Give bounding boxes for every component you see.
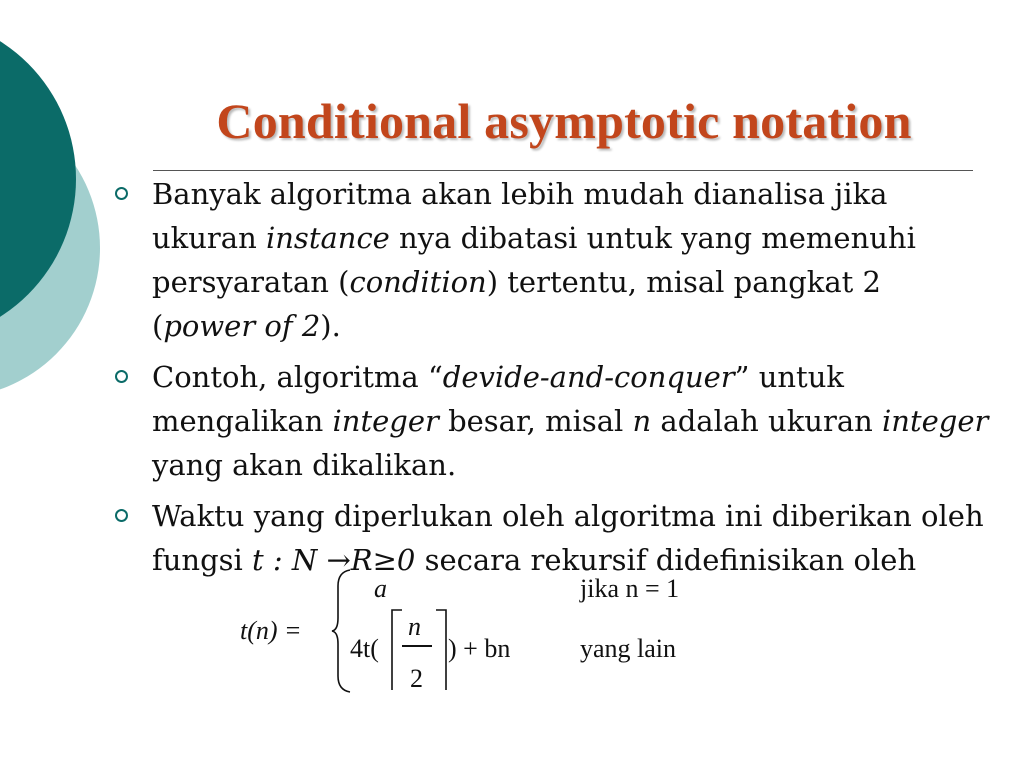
- formula-lhs: t(n) =: [240, 616, 302, 645]
- bullet-list: [112, 172, 992, 589]
- bullet-text: [152, 177, 916, 343]
- text-run: adalah ukuran: [651, 404, 883, 438]
- text-run: nya dibatasi untuk yang memenuhi persyaratan (: [152, 221, 916, 299]
- text-run: Contoh, algoritma “: [152, 360, 443, 394]
- fraction-bar: [402, 645, 432, 647]
- circle-bullet-icon: [115, 370, 128, 383]
- text-run: ).: [320, 309, 341, 343]
- text-run: besar, misal: [438, 404, 633, 438]
- case2-suffix: ) + bn: [448, 634, 511, 663]
- fraction-denominator: 2: [410, 664, 423, 693]
- circle-bullet-icon: [115, 509, 128, 522]
- italic-term: condition: [349, 265, 487, 299]
- text-run: secara rekursif didefinisikan oleh: [415, 543, 917, 577]
- italic-term: power of 2: [163, 309, 321, 343]
- text-run: ” untuk mengalikan: [152, 360, 844, 438]
- circle-bullet-icon: [115, 187, 128, 200]
- bullet-item: [112, 172, 992, 348]
- text-run: Waktu yang diperlukan oleh algoritma ini diberikan oleh fungsi: [152, 499, 984, 577]
- italic-term: integer: [332, 404, 439, 438]
- text-run: Banyak algoritma akan lebih mudah dianalisa jika ukuran: [152, 177, 888, 255]
- text-run: yang akan dikalikan.: [152, 448, 457, 482]
- italic-term: instance: [265, 221, 390, 255]
- bullet-item: [112, 355, 992, 487]
- italic-term: n: [632, 404, 652, 438]
- case1-condition: jika n = 1: [580, 574, 680, 603]
- bullet-text: [152, 360, 988, 482]
- italic-term: t : N →R≥0: [252, 543, 416, 577]
- title-underline: [153, 170, 973, 171]
- left-brace-icon: [330, 568, 354, 694]
- italic-term: devide-and-conquer: [442, 360, 735, 394]
- bullet-text: [152, 499, 984, 577]
- fraction-numerator: n: [408, 612, 421, 641]
- italic-term: integer: [882, 404, 989, 438]
- right-ceiling-icon: [434, 608, 448, 692]
- text-run: ) tertentu, misal pangkat 2 (: [152, 265, 881, 343]
- case2-prefix: 4t(: [350, 634, 379, 663]
- recurrence-formula: [240, 568, 740, 698]
- case2-condition: yang lain: [580, 634, 677, 663]
- case1-expression: a: [374, 574, 387, 603]
- slide-title: Conditional asymptotic notation: [216, 93, 912, 149]
- left-ceiling-icon: [390, 608, 404, 692]
